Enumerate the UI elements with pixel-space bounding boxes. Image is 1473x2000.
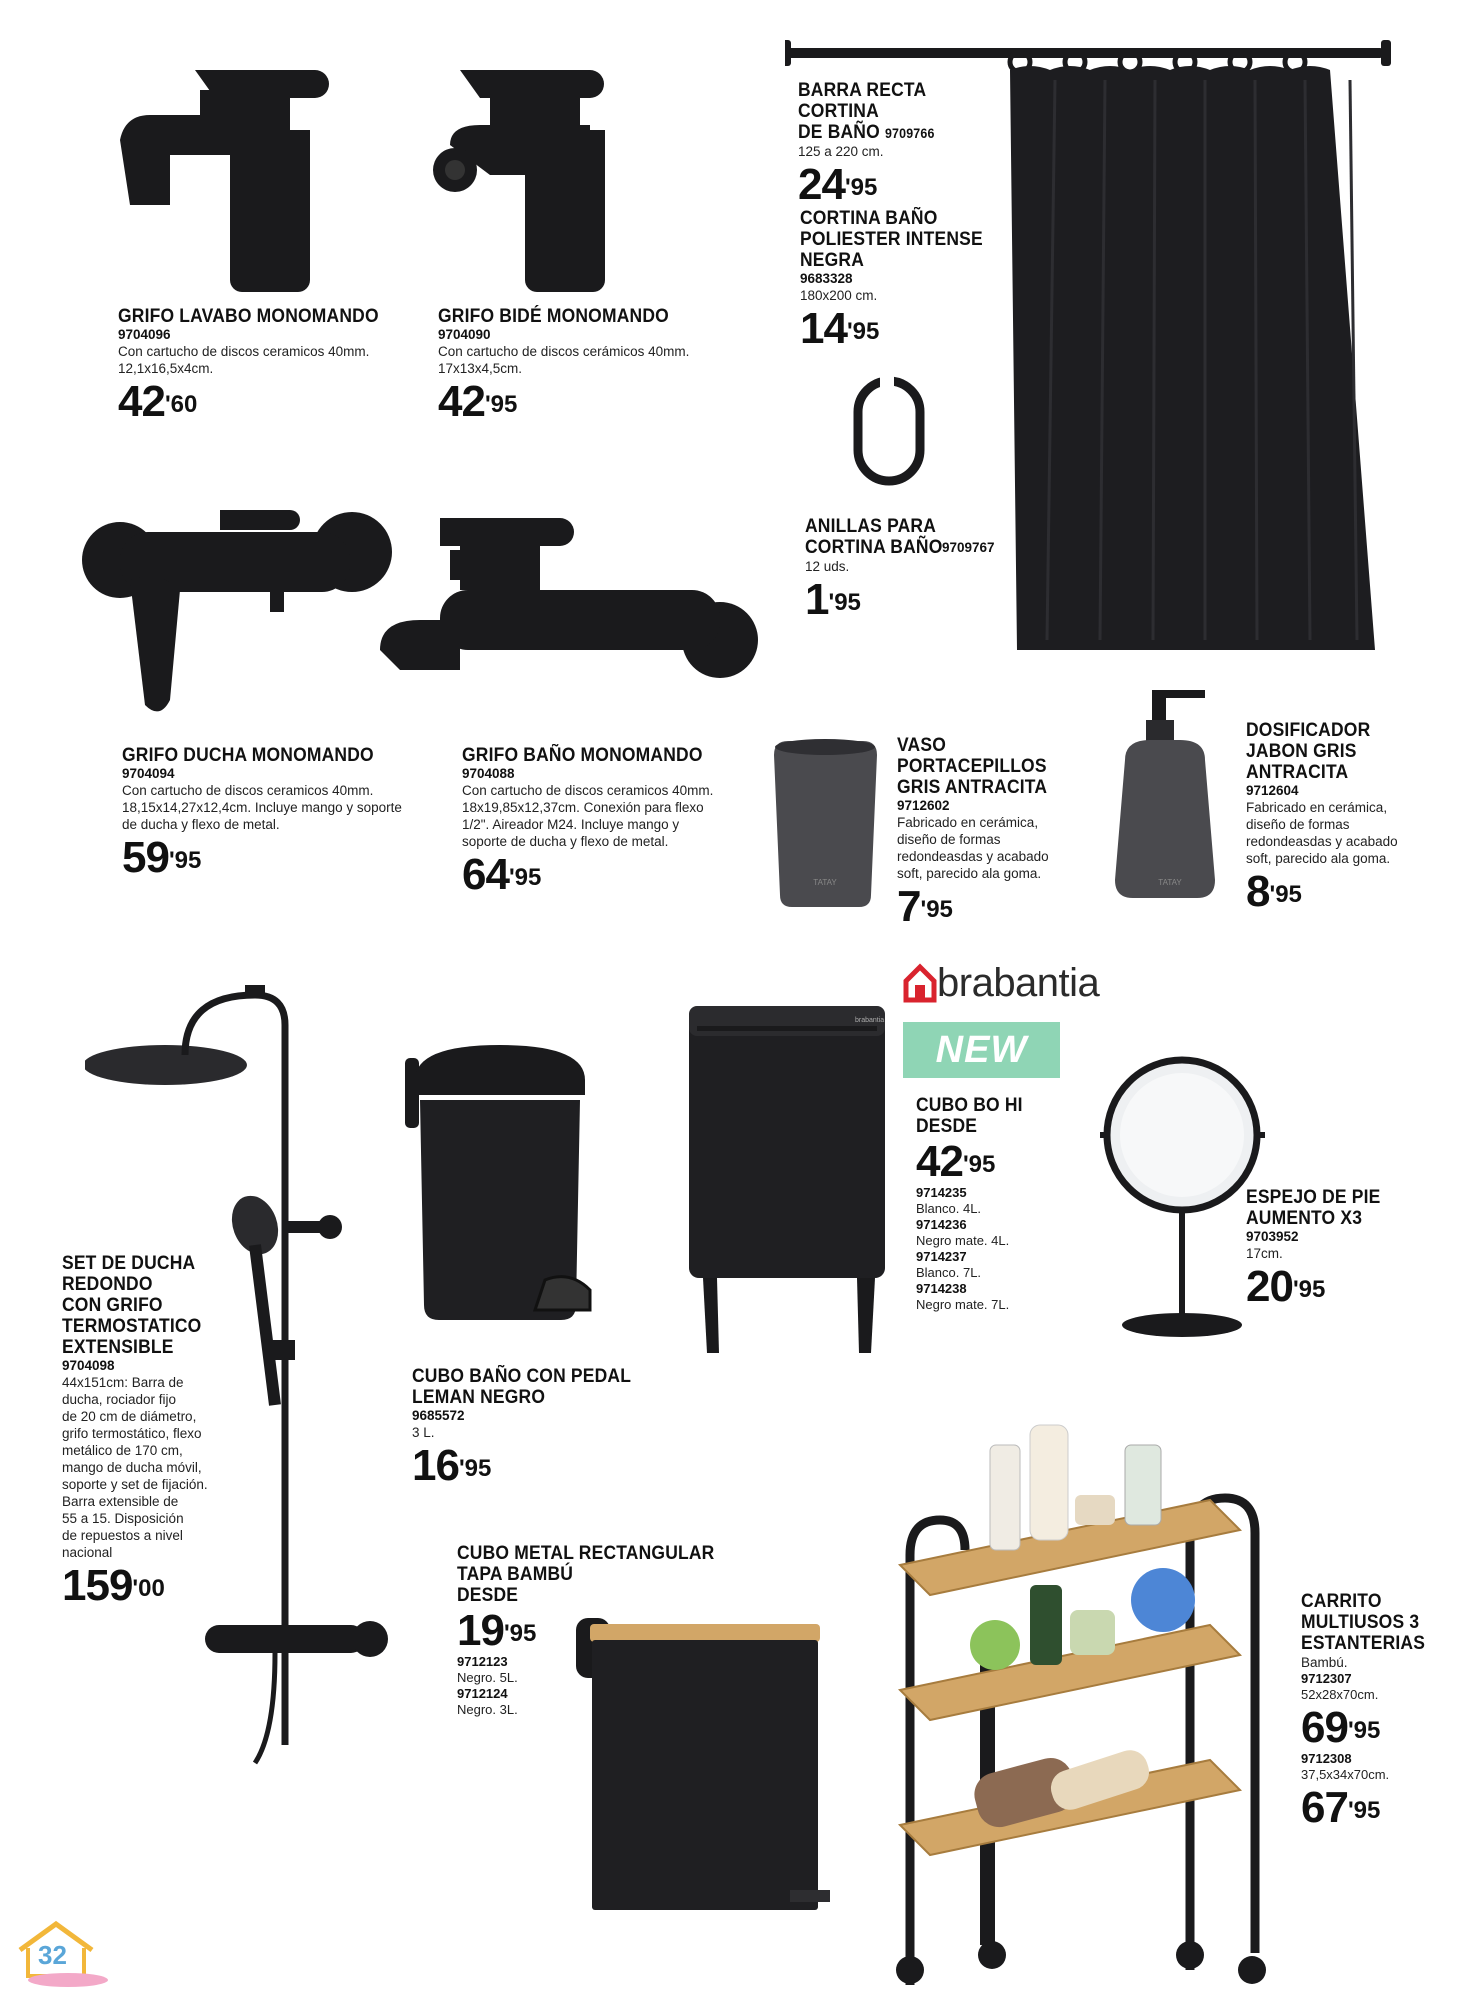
product-price: $64^{'95}$ [462, 850, 542, 899]
product-title: BARRA RECTA CORTINA DE BAÑO 9709766 [798, 80, 935, 143]
product-title: ESPEJO DE PIE AUMENTO X3 [1246, 1187, 1381, 1229]
product-code: 9704096 [118, 327, 171, 342]
product-desc: 12 uds. [805, 559, 850, 574]
product-title: CARRITO MULTIUSOS 3 ESTANTERIAS [1301, 1591, 1426, 1654]
product-price: $42^{'95}$ [916, 1137, 996, 1186]
product-desc: 44x151cm: Barra de ducha, rociador fijo de 20 cm de diámetro, grifo termostático, flexo metálico de 170 cm, mango de ducha móvil, soporte y set de fijación. Barra extensible de 55 a 15. Disposición de repuestos a nivel nacional [62, 1375, 208, 1560]
vaso-image [768, 735, 883, 910]
variant-desc: Negro mate. 7L. [916, 1297, 1010, 1312]
product-desc: Fabricado en cerámica, diseño de formas redondeasdas y acabado soft, parecido ala goma. [1246, 800, 1398, 866]
variant-code: 9712308 [1301, 1751, 1352, 1766]
cubo-pedal-image [405, 1040, 615, 1330]
product-cubo-bo [916, 1095, 1066, 1313]
product-code: 9703952 [1246, 1229, 1299, 1244]
product-grifo-ducha [122, 745, 452, 881]
variant-desc: Negro. 5L. [457, 1670, 518, 1685]
product-title: CUBO BO HI DESDE [916, 1095, 1023, 1137]
espejo-image [1095, 1055, 1270, 1345]
product-desc: Con cartucho de discos ceramicos 40mm. 18,15x14,27x12,4cm. Incluye mango y soporte de ducha y flexo de metal. [122, 783, 402, 832]
variant-code: 9714236 [916, 1217, 967, 1232]
product-desc: 3 L. [412, 1425, 435, 1440]
product-title: ANILLAS PARA CORTINA BAÑO [805, 516, 943, 558]
product-set-ducha [62, 1253, 262, 1609]
product-desc: 17cm. [1246, 1246, 1283, 1261]
grifo-bano-image [380, 510, 760, 710]
brabantia-logo [903, 958, 1099, 1008]
product-cortina [800, 208, 1000, 352]
product-code: 9704094 [122, 766, 175, 781]
product-code: 9712604 [1246, 783, 1299, 798]
product-title: GRIFO LAVABO MONOMANDO [118, 306, 379, 327]
product-price: $1^{'95}$ [805, 575, 861, 624]
product-desc: 180x200 cm. [800, 288, 878, 303]
product-code: 9704090 [438, 327, 491, 342]
product-code: 9704098 [62, 1358, 115, 1373]
variant-code: 9712123 [457, 1654, 508, 1669]
product-barra [798, 80, 1028, 208]
variant-desc: Blanco. 4L. [916, 1201, 982, 1216]
product-grifo-lavabo [118, 306, 418, 425]
variant-desc: 37,5x34x70cm. [1301, 1767, 1390, 1782]
brabantia-house-icon [903, 963, 937, 1003]
product-title: DOSIFICADOR JABON GRIS ANTRACITA [1246, 720, 1371, 783]
product-title: GRIFO BIDÉ MONOMANDO [438, 306, 669, 327]
product-code: 9704088 [462, 766, 515, 781]
product-espejo [1246, 1187, 1446, 1310]
new-badge: NEW [903, 1022, 1060, 1078]
product-title: GRIFO DUCHA MONOMANDO [122, 745, 374, 766]
svg-text:brabantia: brabantia [855, 1017, 885, 1024]
product-price: $14^{'95}$ [800, 304, 880, 353]
page-number: 32 [38, 1940, 67, 1970]
variant-code: 9714238 [916, 1281, 967, 1296]
product-desc: Con cartucho de discos cerámicos 40mm. 17x13x4,5cm. [438, 344, 690, 376]
page-number-badge [8, 1918, 108, 1988]
product-cubo-metal [457, 1543, 737, 1718]
product-code: 9709767 [942, 540, 995, 555]
product-cubo-pedal [412, 1366, 662, 1489]
variant-code: 9712307 [1301, 1671, 1352, 1686]
product-desc: Bambú. [1301, 1655, 1348, 1670]
product-grifo-bide [438, 306, 738, 425]
product-price: $24^{'95}$ [798, 160, 878, 209]
variant-code: 9714235 [916, 1185, 967, 1200]
product-title: VASO PORTACEPILLOS GRIS ANTRACITA [897, 735, 1048, 798]
variant-desc: 52x28x70cm. [1301, 1687, 1379, 1702]
product-desc: 125 a 220 cm. [798, 144, 884, 159]
product-code: 9709766 [884, 126, 935, 141]
variant-desc: Blanco. 7L. [916, 1265, 982, 1280]
product-code: 9685572 [412, 1408, 465, 1423]
product-price: $69^{'95}$ [1301, 1703, 1381, 1752]
product-desc: Con cartucho de discos ceramicos 40mm. 12,1x16,5x4cm. [118, 344, 370, 376]
variant-code: 9714237 [916, 1249, 967, 1264]
product-price: $159^{'00}$ [62, 1561, 165, 1610]
product-price: $8^{'95}$ [1246, 867, 1302, 916]
product-price: $42^{'95}$ [438, 377, 518, 426]
dosificador-image [1110, 685, 1235, 905]
product-price: $7^{'95}$ [897, 882, 953, 931]
product-title: CORTINA BAÑO POLIESTER INTENSE NEGRA [800, 208, 983, 271]
grifo-bide-image [430, 60, 650, 300]
brand-name: brabantia [937, 960, 1100, 1005]
product-price: $19^{'95}$ [457, 1606, 537, 1655]
product-price: $67^{'95}$ [1301, 1783, 1381, 1832]
variant-desc: Negro. 3L. [457, 1702, 518, 1717]
variant-desc: Negro mate. 4L. [916, 1233, 1010, 1248]
variant-list [916, 1185, 1066, 1313]
product-vaso [897, 735, 1077, 930]
product-anillas [805, 516, 1025, 623]
product-desc: Con cartucho de discos ceramicos 40mm. 18x19,85x12,37cm. Conexión para flexo 1/2". Aireador M24. Incluye mango y soporte de ducha y flexo de metal. [462, 783, 714, 849]
product-title: CUBO METAL RECTANGULAR TAPA BAMBÚ DESDE [457, 1543, 715, 1606]
product-code: 9683328 [800, 271, 853, 286]
product-desc: Fabricado en cerámica, diseño de formas redondeasdas y acabado soft, parecido ala goma. [897, 815, 1049, 881]
product-code: 9712602 [897, 798, 950, 813]
anilla-image [850, 375, 930, 490]
product-dosificador [1246, 720, 1456, 915]
product-carrito [1301, 1591, 1461, 1831]
product-title: CUBO BAÑO CON PEDAL LEMAN NEGRO [412, 1366, 632, 1408]
product-title: SET DE DUCHA REDONDO CON GRIFO TERMOSTATICO EXTENSIBLE [62, 1253, 202, 1358]
product-price: $59^{'95}$ [122, 833, 202, 882]
variant-code: 9712124 [457, 1686, 508, 1701]
grifo-ducha-image [80, 490, 400, 730]
cubo-bo-image [685, 1000, 890, 1360]
product-price: $16^{'95}$ [412, 1441, 492, 1490]
grifo-lavabo-image [120, 60, 350, 300]
svg-text:TATAY: TATAY [813, 878, 837, 887]
svg-text:TATAY: TATAY [1158, 878, 1182, 887]
product-grifo-bano [462, 745, 762, 898]
carrito-image [880, 1415, 1275, 1990]
product-price: $20^{'95}$ [1246, 1262, 1326, 1311]
product-title: GRIFO BAÑO MONOMANDO [462, 745, 703, 766]
product-price: $42^{'60}$ [118, 377, 198, 426]
